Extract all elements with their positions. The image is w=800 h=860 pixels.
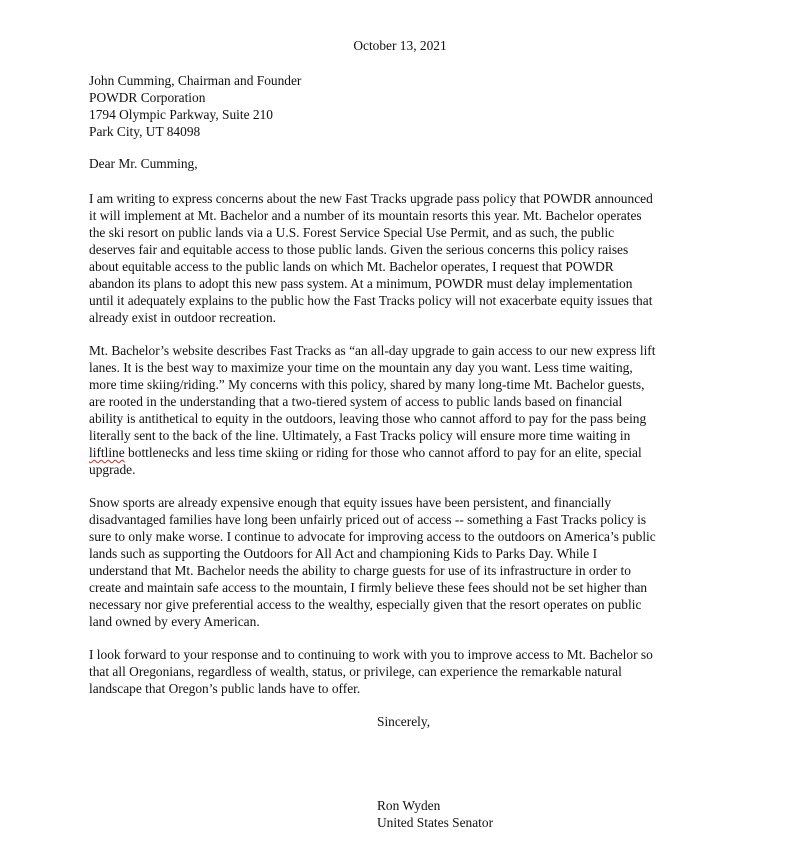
closing: Sincerely, xyxy=(377,714,431,729)
paragraph-4 xyxy=(89,646,729,697)
paragraph-line: literally sent to the back of the line. Ultimately, a Fast Tracks policy will ensure more time waiting in xyxy=(89,428,631,443)
paragraph-line: ability is antithetical to equity in the outdoors, leaving those who cannot afford to pay for the pass being xyxy=(89,411,647,426)
signer-title: United States Senator xyxy=(377,815,494,830)
paragraph-line: it will implement at Mt. Bachelor and a number of its mountain resorts this year. Mt. Bachelor operates xyxy=(89,208,642,223)
signer-name: Ron Wyden xyxy=(377,798,441,813)
paragraph-line: lanes. It is the best way to maximize your time on the mountain any day you want. Less time waiting, xyxy=(89,360,633,375)
paragraph-line: abandon its plans to adopt this new pass system. At a minimum, POWDR must delay implementation xyxy=(89,276,633,291)
paragraph-line: Snow sports are already expensive enough that equity issues have been persistent, and financially xyxy=(89,495,612,510)
paragraph-line: lands such as supporting the Outdoors for All Act and championing Kids to Parks Day. While I xyxy=(89,546,598,561)
paragraph-1 xyxy=(89,190,729,326)
misspelled-word[interactable]: liftline xyxy=(89,445,125,460)
paragraph-line-rest: bottlenecks and less time skiing or riding for those who cannot afford to pay for an elite, special xyxy=(124,445,642,460)
paragraph-line: upgrade. xyxy=(89,462,136,477)
paragraph-line: Mt. Bachelor’s website describes Fast Tracks as “an all-day upgrade to gain access to our new express lift xyxy=(89,343,656,358)
paragraph-line: are rooted in the understanding that a two-tiered system of access to public lands based on financial xyxy=(89,394,623,409)
recipient-street: 1794 Olympic Parkway, Suite 210 xyxy=(89,107,273,122)
paragraph-line: that all Oregonians, regardless of wealth, status, or privilege, can experience the remarkable natural xyxy=(89,664,622,679)
recipient-city: Park City, UT 84098 xyxy=(89,124,201,139)
recipient-address xyxy=(89,72,301,140)
recipient-name: John Cumming, Chairman and Founder xyxy=(89,73,302,88)
paragraph-line: more time skiing/riding.” My concerns with this policy, shared by many long-time Mt. Bachelor guests, xyxy=(89,377,645,392)
signature-block xyxy=(377,797,493,831)
salutation: Dear Mr. Cumming, xyxy=(89,156,198,171)
paragraph-line: create and maintain safe access to the mountain, I firmly believe these fees should not be set higher than xyxy=(89,580,648,595)
paragraph-line: I look forward to your response and to continuing to work with you to improve access to Mt. Bachelor so xyxy=(89,647,653,662)
paragraph-line: land owned by every American. xyxy=(89,614,260,629)
paragraph-line: deserves fair and equitable access to those public lands. Given the serious concerns this policy raises xyxy=(89,242,629,257)
paragraph-line: I am writing to express concerns about the new Fast Tracks upgrade pass policy that POWDR announced xyxy=(89,191,653,206)
recipient-company: POWDR Corporation xyxy=(89,90,206,105)
paragraph-line: necessary nor give preferential access to the wealthy, especially given that the resort operates on public xyxy=(89,597,642,612)
letter-date: October 13, 2021 xyxy=(353,38,447,53)
paragraph-line: already exist in outdoor recreation. xyxy=(89,310,277,325)
paragraph-line: landscape that Oregon’s public lands have to offer. xyxy=(89,681,361,696)
paragraph-3 xyxy=(89,494,729,630)
paragraph-line: sure to only make worse. I continue to advocate for improving access to the outdoors on America’s public xyxy=(89,529,656,544)
paragraph-line: disadvantaged families have long been unfairly priced out of access -- something a Fast Tracks policy is xyxy=(89,512,647,527)
paragraph-line: about equitable access to the public lands on which Mt. Bachelor operates, I request that POWDR xyxy=(89,259,614,274)
paragraph-line: understand that Mt. Bachelor needs the ability to charge guests for use of its infrastructure in order to xyxy=(89,563,631,578)
paragraph-line: the ski resort on public lands via a U.S. Forest Service Special Use Permit, and as such, the public xyxy=(89,225,615,240)
paragraph-2 xyxy=(89,342,729,478)
paragraph-line: until it adequately explains to the public how the Fast Tracks policy will not exacerbate equity issues that xyxy=(89,293,653,308)
paragraph-line xyxy=(89,444,729,461)
